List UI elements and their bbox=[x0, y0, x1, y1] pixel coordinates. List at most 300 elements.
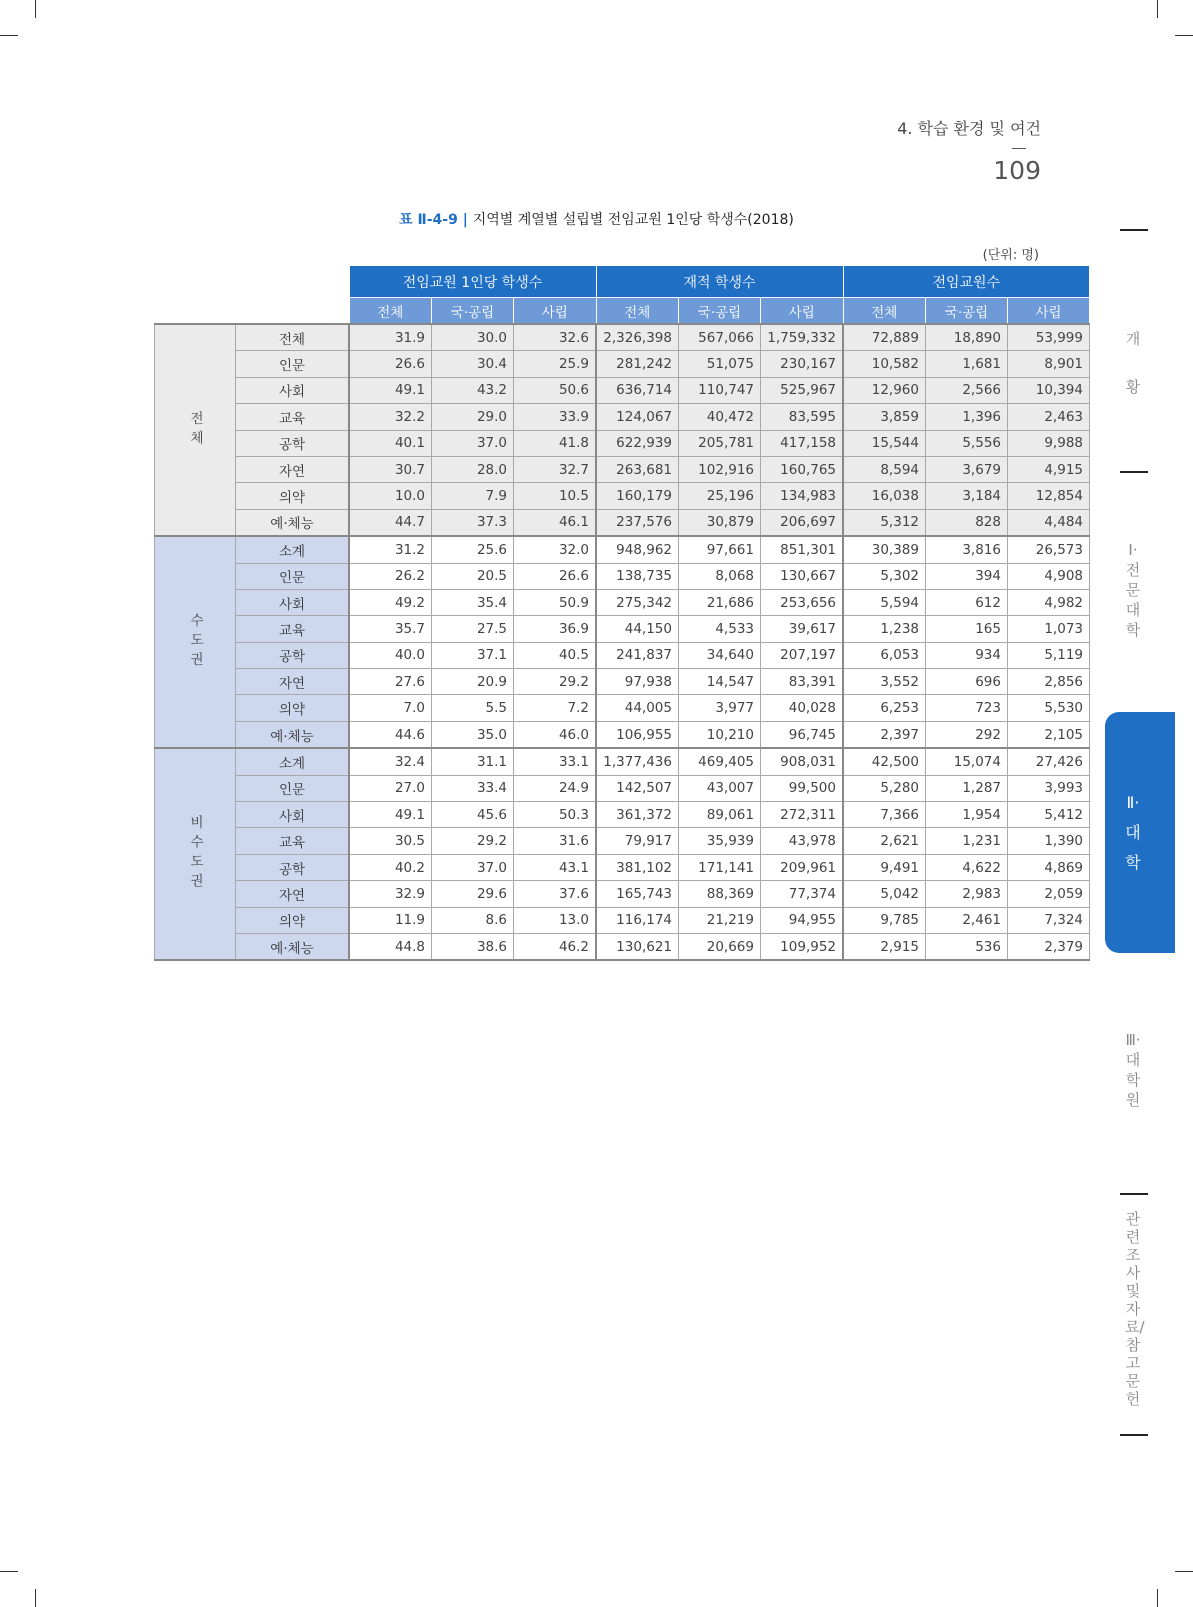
table-cell: 20,669 bbox=[679, 933, 761, 960]
table-cell: 3,679 bbox=[926, 456, 1008, 482]
table-cell: 49.1 bbox=[349, 802, 432, 828]
table-cell: 43,007 bbox=[679, 775, 761, 801]
table-cell: 2,915 bbox=[843, 933, 926, 960]
table-row bbox=[155, 775, 1090, 801]
table-cell: 2,379 bbox=[1008, 933, 1090, 960]
table-cell: 43.1 bbox=[514, 854, 597, 880]
table-cell: 27.5 bbox=[432, 616, 514, 642]
category-label: 공학 bbox=[236, 642, 350, 668]
category-label: 예·체능 bbox=[236, 509, 350, 536]
table-cell: 10,582 bbox=[843, 351, 926, 377]
table-cell: 30,389 bbox=[843, 536, 926, 563]
table-cell: 281,242 bbox=[596, 351, 679, 377]
table-cell: 41.8 bbox=[514, 430, 597, 456]
table-cell: 46.2 bbox=[514, 933, 597, 960]
table-cell: 33.9 bbox=[514, 404, 597, 430]
table-cell: 72,889 bbox=[843, 324, 926, 351]
empty-corner bbox=[155, 298, 350, 325]
table-cell: 49.1 bbox=[349, 377, 432, 403]
category-label: 의약 bbox=[236, 907, 350, 933]
table-row bbox=[155, 802, 1090, 828]
title-separator: | bbox=[457, 212, 473, 228]
table-cell: 32.4 bbox=[349, 748, 432, 775]
table-cell: 21,219 bbox=[679, 907, 761, 933]
table-cell: 6,253 bbox=[843, 695, 926, 721]
table-cell: 3,993 bbox=[1008, 775, 1090, 801]
table-cell: 30.5 bbox=[349, 828, 432, 854]
table-cell: 536 bbox=[926, 933, 1008, 960]
sidebar-divider bbox=[1120, 1434, 1148, 1436]
table-cell: 253,656 bbox=[761, 589, 844, 615]
region-label: 수도권 bbox=[155, 536, 236, 748]
table-cell: 37.6 bbox=[514, 881, 597, 907]
table-cell: 130,621 bbox=[596, 933, 679, 960]
table-cell: 130,667 bbox=[761, 563, 844, 589]
table-cell: 35,939 bbox=[679, 828, 761, 854]
table-cell: 1,390 bbox=[1008, 828, 1090, 854]
table-cell: 46.0 bbox=[514, 721, 597, 748]
table-cell: 44.8 bbox=[349, 933, 432, 960]
table-row bbox=[155, 881, 1090, 907]
category-label: 인문 bbox=[236, 775, 350, 801]
table-cell: 39,617 bbox=[761, 616, 844, 642]
table-cell: 46.1 bbox=[514, 509, 597, 536]
table-cell: 138,735 bbox=[596, 563, 679, 589]
table-cell: 37.0 bbox=[432, 854, 514, 880]
table-row bbox=[155, 351, 1090, 377]
table-cell: 1,954 bbox=[926, 802, 1008, 828]
crop-mark bbox=[1157, 0, 1158, 18]
table-cell: 116,174 bbox=[596, 907, 679, 933]
table-row bbox=[155, 536, 1090, 563]
table-row bbox=[155, 933, 1090, 960]
table-cell: 32.0 bbox=[514, 536, 597, 563]
table-cell: 165 bbox=[926, 616, 1008, 642]
table-cell: 6,053 bbox=[843, 642, 926, 668]
region-label: 전체 bbox=[155, 324, 236, 536]
table-cell: 2,326,398 bbox=[596, 324, 679, 351]
category-label: 공학 bbox=[236, 430, 350, 456]
table-caption: 지역별 계열별 설립별 전임교원 1인당 학생수(2018) bbox=[472, 212, 794, 228]
category-label: 자연 bbox=[236, 669, 350, 695]
table-cell: 272,311 bbox=[761, 802, 844, 828]
table-cell: 32.6 bbox=[514, 324, 597, 351]
table-cell: 27.0 bbox=[349, 775, 432, 801]
table-cell: 4,982 bbox=[1008, 589, 1090, 615]
table-cell: 612 bbox=[926, 589, 1008, 615]
table-cell: 26.2 bbox=[349, 563, 432, 589]
table-cell: 4,622 bbox=[926, 854, 1008, 880]
crop-mark bbox=[1157, 1589, 1158, 1607]
table-cell: 165,743 bbox=[596, 881, 679, 907]
table-cell: 263,681 bbox=[596, 456, 679, 482]
table-cell: 8.6 bbox=[432, 907, 514, 933]
table-cell: 5,594 bbox=[843, 589, 926, 615]
subcolumn-header: 전체 bbox=[596, 298, 679, 325]
table-cell: 237,576 bbox=[596, 509, 679, 536]
section-title: 4. 학습 환경 및 여건 bbox=[897, 119, 1041, 138]
table-cell: 32.2 bbox=[349, 404, 432, 430]
category-label: 소계 bbox=[236, 748, 350, 775]
sidebar-divider bbox=[1120, 229, 1148, 231]
table-cell: 206,697 bbox=[761, 509, 844, 536]
table-cell: 29.2 bbox=[514, 669, 597, 695]
subcolumn-header: 사립 bbox=[514, 298, 597, 325]
table-cell: 4,869 bbox=[1008, 854, 1090, 880]
subcolumn-header: 국·공립 bbox=[432, 298, 514, 325]
table-row bbox=[155, 589, 1090, 615]
table-cell: 16,038 bbox=[843, 483, 926, 509]
table-cell: 8,594 bbox=[843, 456, 926, 482]
table-cell: 10,394 bbox=[1008, 377, 1090, 403]
table-cell: 3,859 bbox=[843, 404, 926, 430]
table-cell: 30,879 bbox=[679, 509, 761, 536]
table-cell: 205,781 bbox=[679, 430, 761, 456]
table-cell: 30.7 bbox=[349, 456, 432, 482]
table-cell: 26.6 bbox=[514, 563, 597, 589]
table-cell: 30.0 bbox=[432, 324, 514, 351]
unit-label: (단위: 명) bbox=[982, 248, 1039, 263]
category-label: 사회 bbox=[236, 377, 350, 403]
table-cell: 381,102 bbox=[596, 854, 679, 880]
table-cell: 3,552 bbox=[843, 669, 926, 695]
table-cell: 5,042 bbox=[843, 881, 926, 907]
group-header: 전임교원 1인당 학생수 bbox=[349, 266, 596, 298]
table-cell: 1,377,436 bbox=[596, 748, 679, 775]
table-cell: 2,621 bbox=[843, 828, 926, 854]
table-cell: 25,196 bbox=[679, 483, 761, 509]
table-cell: 1,287 bbox=[926, 775, 1008, 801]
table-cell: 723 bbox=[926, 695, 1008, 721]
table-number: 표 Ⅱ-4-9 bbox=[399, 212, 458, 228]
table-cell: 2,397 bbox=[843, 721, 926, 748]
table-cell: 37.1 bbox=[432, 642, 514, 668]
table-cell: 40,028 bbox=[761, 695, 844, 721]
table-cell: 31.9 bbox=[349, 324, 432, 351]
table-cell: 2,983 bbox=[926, 881, 1008, 907]
table-cell: 50.6 bbox=[514, 377, 597, 403]
table-cell: 3,977 bbox=[679, 695, 761, 721]
category-label: 교육 bbox=[236, 404, 350, 430]
table-cell: 29.6 bbox=[432, 881, 514, 907]
table-cell: 5,412 bbox=[1008, 802, 1090, 828]
table-cell: 2,856 bbox=[1008, 669, 1090, 695]
sidebar-item-overview[interactable] bbox=[1118, 315, 1148, 411]
table-cell: 24.9 bbox=[514, 775, 597, 801]
table-cell: 25.6 bbox=[432, 536, 514, 563]
table-cell: 51,075 bbox=[679, 351, 761, 377]
table-cell: 35.7 bbox=[349, 616, 432, 642]
group-header: 전임교원수 bbox=[843, 266, 1090, 298]
category-label: 사회 bbox=[236, 589, 350, 615]
table-cell: 31.6 bbox=[514, 828, 597, 854]
category-label: 사회 bbox=[236, 802, 350, 828]
crop-mark bbox=[1175, 1571, 1193, 1572]
table-cell: 35.0 bbox=[432, 721, 514, 748]
table-cell: 934 bbox=[926, 642, 1008, 668]
table-cell: 97,938 bbox=[596, 669, 679, 695]
table-cell: 36.9 bbox=[514, 616, 597, 642]
table-cell: 42,500 bbox=[843, 748, 926, 775]
category-label: 전체 bbox=[236, 324, 350, 351]
table-cell: 469,405 bbox=[679, 748, 761, 775]
table-cell: 27.6 bbox=[349, 669, 432, 695]
table-cell: 134,983 bbox=[761, 483, 844, 509]
table-cell: 361,372 bbox=[596, 802, 679, 828]
table-row bbox=[155, 748, 1090, 775]
table-cell: 35.4 bbox=[432, 589, 514, 615]
table-cell: 53,999 bbox=[1008, 324, 1090, 351]
table-cell: 11.9 bbox=[349, 907, 432, 933]
table-cell: 14,547 bbox=[679, 669, 761, 695]
table-cell: 29.0 bbox=[432, 404, 514, 430]
subcolumn-header: 국·공립 bbox=[926, 298, 1008, 325]
subcolumn-header: 사립 bbox=[1008, 298, 1090, 325]
sidebar-divider bbox=[1120, 471, 1148, 473]
table-title bbox=[0, 209, 1193, 229]
category-label: 공학 bbox=[236, 854, 350, 880]
table-cell: 29.2 bbox=[432, 828, 514, 854]
table-cell: 1,231 bbox=[926, 828, 1008, 854]
table-row bbox=[155, 721, 1090, 748]
table-row bbox=[155, 377, 1090, 403]
table-cell: 4,908 bbox=[1008, 563, 1090, 589]
table-cell: 18,890 bbox=[926, 324, 1008, 351]
table-cell: 15,074 bbox=[926, 748, 1008, 775]
table-cell: 10.0 bbox=[349, 483, 432, 509]
table-cell: 99,500 bbox=[761, 775, 844, 801]
table-cell: 12,854 bbox=[1008, 483, 1090, 509]
table-cell: 10,210 bbox=[679, 721, 761, 748]
table-cell: 1,073 bbox=[1008, 616, 1090, 642]
table-cell: 209,961 bbox=[761, 854, 844, 880]
table-cell: 4,915 bbox=[1008, 456, 1090, 482]
category-label: 교육 bbox=[236, 828, 350, 854]
sidebar-item-label: Ⅱ·대학 bbox=[1125, 793, 1141, 872]
table-cell: 2,566 bbox=[926, 377, 1008, 403]
table-cell: 26,573 bbox=[1008, 536, 1090, 563]
table-row bbox=[155, 456, 1090, 482]
table-cell: 21,686 bbox=[679, 589, 761, 615]
table-cell: 94,955 bbox=[761, 907, 844, 933]
table-cell: 4,484 bbox=[1008, 509, 1090, 536]
table-cell: 7.2 bbox=[514, 695, 597, 721]
category-label: 자연 bbox=[236, 456, 350, 482]
table-row bbox=[155, 563, 1090, 589]
table-row bbox=[155, 509, 1090, 536]
table-cell: 38.6 bbox=[432, 933, 514, 960]
table-cell: 31.2 bbox=[349, 536, 432, 563]
table-row bbox=[155, 324, 1090, 351]
table-cell: 33.4 bbox=[432, 775, 514, 801]
empty-corner bbox=[155, 266, 350, 298]
table-cell: 948,962 bbox=[596, 536, 679, 563]
table-cell: 37.0 bbox=[432, 430, 514, 456]
table-cell: 83,391 bbox=[761, 669, 844, 695]
table-cell: 97,661 bbox=[679, 536, 761, 563]
page-number: 109 bbox=[993, 156, 1041, 185]
table-cell: 15,544 bbox=[843, 430, 926, 456]
table-cell: 5.5 bbox=[432, 695, 514, 721]
table-cell: 102,916 bbox=[679, 456, 761, 482]
sidebar-item-label: Ⅲ·대학원 bbox=[1125, 1031, 1141, 1109]
divider bbox=[1012, 148, 1026, 149]
table-cell: 275,342 bbox=[596, 589, 679, 615]
table-cell: 33.1 bbox=[514, 748, 597, 775]
category-label: 인문 bbox=[236, 351, 350, 377]
table-cell: 25.9 bbox=[514, 351, 597, 377]
table-cell: 622,939 bbox=[596, 430, 679, 456]
table-cell: 1,681 bbox=[926, 351, 1008, 377]
table-cell: 9,988 bbox=[1008, 430, 1090, 456]
table-cell: 7,366 bbox=[843, 802, 926, 828]
table-cell: 567,066 bbox=[679, 324, 761, 351]
data-table bbox=[154, 265, 1090, 961]
table-cell: 7.0 bbox=[349, 695, 432, 721]
sidebar-item-college[interactable] bbox=[1118, 540, 1148, 640]
table-cell: 2,461 bbox=[926, 907, 1008, 933]
sidebar-item-label: 개황 bbox=[1125, 330, 1141, 396]
table-cell: 5,302 bbox=[843, 563, 926, 589]
group-header: 재적 학생수 bbox=[596, 266, 843, 298]
table-cell: 9,785 bbox=[843, 907, 926, 933]
table-cell: 40.0 bbox=[349, 642, 432, 668]
table-cell: 171,141 bbox=[679, 854, 761, 880]
table-cell: 142,507 bbox=[596, 775, 679, 801]
crop-mark bbox=[0, 35, 18, 36]
table-cell: 5,119 bbox=[1008, 642, 1090, 668]
table-cell: 241,837 bbox=[596, 642, 679, 668]
table-row bbox=[155, 430, 1090, 456]
table-cell: 12,960 bbox=[843, 377, 926, 403]
table-cell: 40.5 bbox=[514, 642, 597, 668]
category-label: 예·체능 bbox=[236, 933, 350, 960]
table-cell: 696 bbox=[926, 669, 1008, 695]
table-row bbox=[155, 483, 1090, 509]
table-cell: 8,901 bbox=[1008, 351, 1090, 377]
category-label: 인문 bbox=[236, 563, 350, 589]
table-cell: 40.1 bbox=[349, 430, 432, 456]
category-label: 의약 bbox=[236, 483, 350, 509]
region-label: 비수도권 bbox=[155, 748, 236, 960]
table-cell: 37.3 bbox=[432, 509, 514, 536]
table-cell: 160,765 bbox=[761, 456, 844, 482]
table-cell: 908,031 bbox=[761, 748, 844, 775]
table-cell: 43.2 bbox=[432, 377, 514, 403]
table-cell: 50.3 bbox=[514, 802, 597, 828]
table-cell: 5,312 bbox=[843, 509, 926, 536]
table-row bbox=[155, 616, 1090, 642]
table-cell: 2,059 bbox=[1008, 881, 1090, 907]
table-cell: 9,491 bbox=[843, 854, 926, 880]
sidebar-item-references[interactable] bbox=[1118, 1210, 1148, 1408]
crop-mark bbox=[35, 1589, 36, 1607]
table-cell: 10.5 bbox=[514, 483, 597, 509]
table-cell: 2,463 bbox=[1008, 404, 1090, 430]
table-cell: 40.2 bbox=[349, 854, 432, 880]
subcolumn-header: 국·공립 bbox=[679, 298, 761, 325]
table-cell: 636,714 bbox=[596, 377, 679, 403]
table-cell: 828 bbox=[926, 509, 1008, 536]
table-row bbox=[155, 404, 1090, 430]
table-row bbox=[155, 642, 1090, 668]
subcolumn-header: 전체 bbox=[843, 298, 926, 325]
category-label: 의약 bbox=[236, 695, 350, 721]
sidebar-item-label: 관련조사 및 자료/참고문헌 bbox=[1125, 1210, 1145, 1408]
table-cell: 3,816 bbox=[926, 536, 1008, 563]
table-cell: 109,952 bbox=[761, 933, 844, 960]
table-cell: 79,917 bbox=[596, 828, 679, 854]
table-cell: 417,158 bbox=[761, 430, 844, 456]
table-cell: 88,369 bbox=[679, 881, 761, 907]
table-cell: 7.9 bbox=[432, 483, 514, 509]
category-label: 교육 bbox=[236, 616, 350, 642]
table-cell: 34,640 bbox=[679, 642, 761, 668]
sidebar-item-graduate[interactable] bbox=[1118, 1030, 1148, 1110]
table-cell: 13.0 bbox=[514, 907, 597, 933]
table-cell: 5,556 bbox=[926, 430, 1008, 456]
table-cell: 89,061 bbox=[679, 802, 761, 828]
table-cell: 45.6 bbox=[432, 802, 514, 828]
table-cell: 32.7 bbox=[514, 456, 597, 482]
table-cell: 83,595 bbox=[761, 404, 844, 430]
table-cell: 124,067 bbox=[596, 404, 679, 430]
table-cell: 851,301 bbox=[761, 536, 844, 563]
table-cell: 44,005 bbox=[596, 695, 679, 721]
table-row bbox=[155, 695, 1090, 721]
table-cell: 77,374 bbox=[761, 881, 844, 907]
table-cell: 5,280 bbox=[843, 775, 926, 801]
table-cell: 49.2 bbox=[349, 589, 432, 615]
table-cell: 4,533 bbox=[679, 616, 761, 642]
table-cell: 106,955 bbox=[596, 721, 679, 748]
table-cell: 96,745 bbox=[761, 721, 844, 748]
table-cell: 32.9 bbox=[349, 881, 432, 907]
table-cell: 207,197 bbox=[761, 642, 844, 668]
table-cell: 292 bbox=[926, 721, 1008, 748]
crop-mark bbox=[1175, 35, 1193, 36]
table-cell: 1,238 bbox=[843, 616, 926, 642]
table-cell: 50.9 bbox=[514, 589, 597, 615]
category-label: 자연 bbox=[236, 881, 350, 907]
table-cell: 160,179 bbox=[596, 483, 679, 509]
table-cell: 44.6 bbox=[349, 721, 432, 748]
sidebar-item-label: Ⅰ·전문대학 bbox=[1125, 541, 1141, 639]
table-cell: 44,150 bbox=[596, 616, 679, 642]
table-row bbox=[155, 828, 1090, 854]
table-cell: 40,472 bbox=[679, 404, 761, 430]
table-cell: 28.0 bbox=[432, 456, 514, 482]
sidebar-divider bbox=[1120, 1193, 1148, 1195]
table-cell: 3,184 bbox=[926, 483, 1008, 509]
table-cell: 27,426 bbox=[1008, 748, 1090, 775]
table-cell: 230,167 bbox=[761, 351, 844, 377]
category-label: 소계 bbox=[236, 536, 350, 563]
table-row bbox=[155, 854, 1090, 880]
table-cell: 31.1 bbox=[432, 748, 514, 775]
table-row bbox=[155, 669, 1090, 695]
table-cell: 110,747 bbox=[679, 377, 761, 403]
table-cell: 2,105 bbox=[1008, 721, 1090, 748]
table-cell: 20.9 bbox=[432, 669, 514, 695]
sidebar-item-university-active[interactable] bbox=[1105, 712, 1175, 953]
table-cell: 44.7 bbox=[349, 509, 432, 536]
crop-mark bbox=[0, 1571, 18, 1572]
table-cell: 5,530 bbox=[1008, 695, 1090, 721]
category-label: 예·체능 bbox=[236, 721, 350, 748]
table-cell: 20.5 bbox=[432, 563, 514, 589]
table-cell: 1,396 bbox=[926, 404, 1008, 430]
